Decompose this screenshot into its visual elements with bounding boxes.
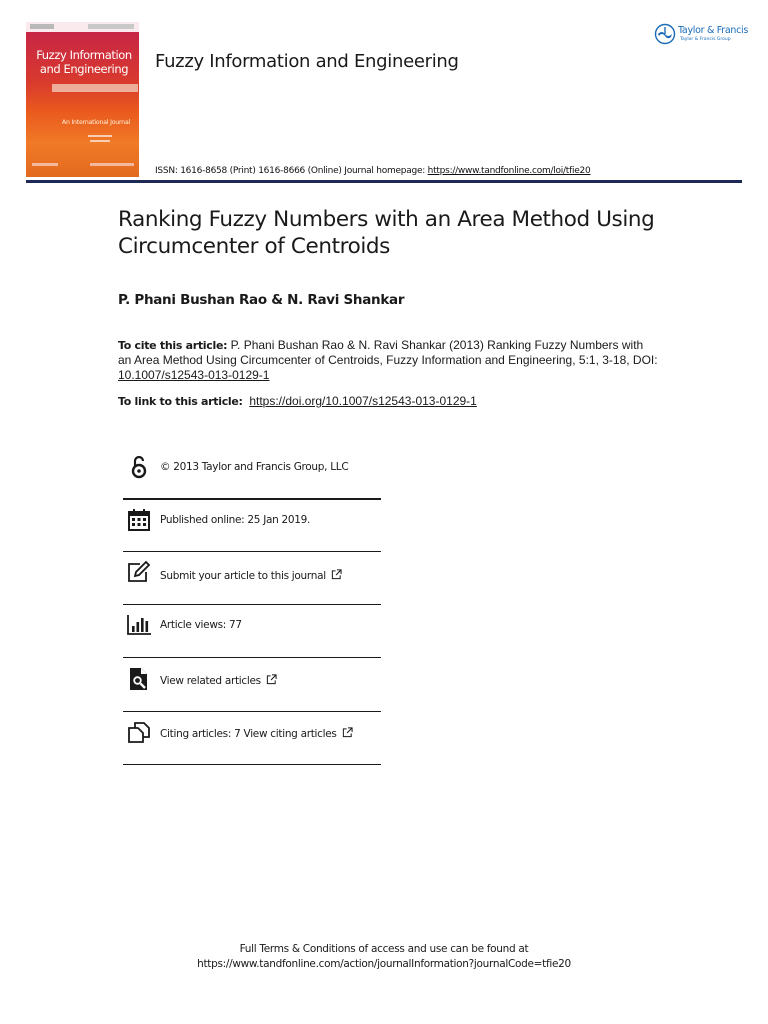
- article-title: Ranking Fuzzy Numbers with an Area Method Using Circumcenter of Centroids: [118, 207, 655, 259]
- header-rule: [26, 180, 742, 183]
- published-text: Published online: 25 Jan 2019.: [160, 514, 311, 526]
- cover-title-line: Fuzzy Information: [36, 48, 132, 62]
- divider: [123, 764, 381, 765]
- publisher-logo-text: Taylor & Francis: [678, 25, 749, 36]
- footer-terms-link[interactable]: https://www.tandfonline.com/action/journalInformation?journalCode=tfie20: [197, 958, 571, 970]
- edit-icon: [126, 560, 152, 586]
- citing-documents-icon: [126, 719, 152, 745]
- journal-homepage-link[interactable]: https://www.tandfonline.com/loi/tfie20: [427, 166, 591, 176]
- citing-articles-label: Citing articles: 7 View citing articles: [160, 728, 337, 740]
- external-link-icon: [342, 727, 353, 738]
- published-row: [123, 506, 381, 536]
- cover-fine-print: [88, 135, 112, 137]
- cover-fine-print: [90, 140, 110, 142]
- external-link-icon: [331, 569, 342, 580]
- citing-articles-link[interactable]: [160, 727, 353, 740]
- footer: [0, 942, 768, 972]
- document-search-icon: [126, 666, 152, 692]
- cover-footer-mark: [90, 163, 134, 166]
- external-link-icon: [266, 674, 277, 685]
- related-articles-link[interactable]: [160, 674, 277, 687]
- cover-footer-mark: [32, 163, 58, 166]
- cite-text: P. Phani Bushan Rao & N. Ravi Shankar (2013) Ranking Fuzzy Numbers with an Area Method Using Circumcenter of Centroids, Fuzzy Information and Engineering, 5:1, 3-18, DOI:: [118, 338, 658, 367]
- submit-article-row[interactable]: [123, 559, 381, 589]
- footer-terms-text: Full Terms & Conditions of access and use can be found at: [239, 943, 529, 955]
- article-authors: P. Phani Bushan Rao & N. Ravi Shankar: [118, 292, 405, 308]
- cover-strip-mark: [30, 24, 54, 29]
- cite-label: To cite this article:: [118, 339, 228, 352]
- submit-article-label: Submit your article to this journal: [160, 570, 326, 582]
- link-label: To link to this article:: [118, 395, 243, 408]
- issn-text: ISSN: 1616-8658 (Print) 1616-8666 (Online) Journal homepage:: [155, 166, 428, 176]
- submit-article-link[interactable]: [160, 569, 342, 582]
- copyright-row: [123, 454, 381, 484]
- journal-name: Fuzzy Information and Engineering: [155, 51, 459, 72]
- divider: [123, 604, 381, 605]
- cover-strip-mark: [88, 24, 134, 29]
- citation-block: [118, 338, 658, 383]
- related-articles-row[interactable]: [123, 665, 381, 695]
- issn-line: [155, 166, 590, 176]
- cover-title: [30, 48, 138, 76]
- article-views-row: [123, 612, 381, 642]
- journal-cover: [26, 22, 139, 177]
- copyright-text: © 2013 Taylor and Francis Group, LLC: [160, 461, 349, 473]
- doi-link[interactable]: https://doi.org/10.1007/s12543-013-0129-1: [249, 394, 477, 408]
- divider: [123, 498, 381, 500]
- publisher-logo-subtext: Taylor & Francis Group: [680, 37, 731, 42]
- calendar-icon: [126, 507, 152, 533]
- related-articles-label: View related articles: [160, 675, 261, 687]
- open-lock-icon: [126, 454, 152, 480]
- article-views-text: Article views: 77: [160, 619, 242, 631]
- divider: [123, 711, 381, 712]
- link-block: [118, 394, 477, 408]
- citing-articles-row[interactable]: [123, 719, 381, 749]
- cover-title-line: and Engineering: [39, 62, 129, 76]
- divider: [123, 657, 381, 658]
- cover-subtitle: An International Journal: [61, 119, 131, 126]
- cover-bar: [52, 84, 138, 92]
- bar-chart-icon: [126, 612, 152, 638]
- divider: [123, 551, 381, 552]
- cite-doi-link[interactable]: 10.1007/s12543-013-0129-1: [118, 368, 270, 382]
